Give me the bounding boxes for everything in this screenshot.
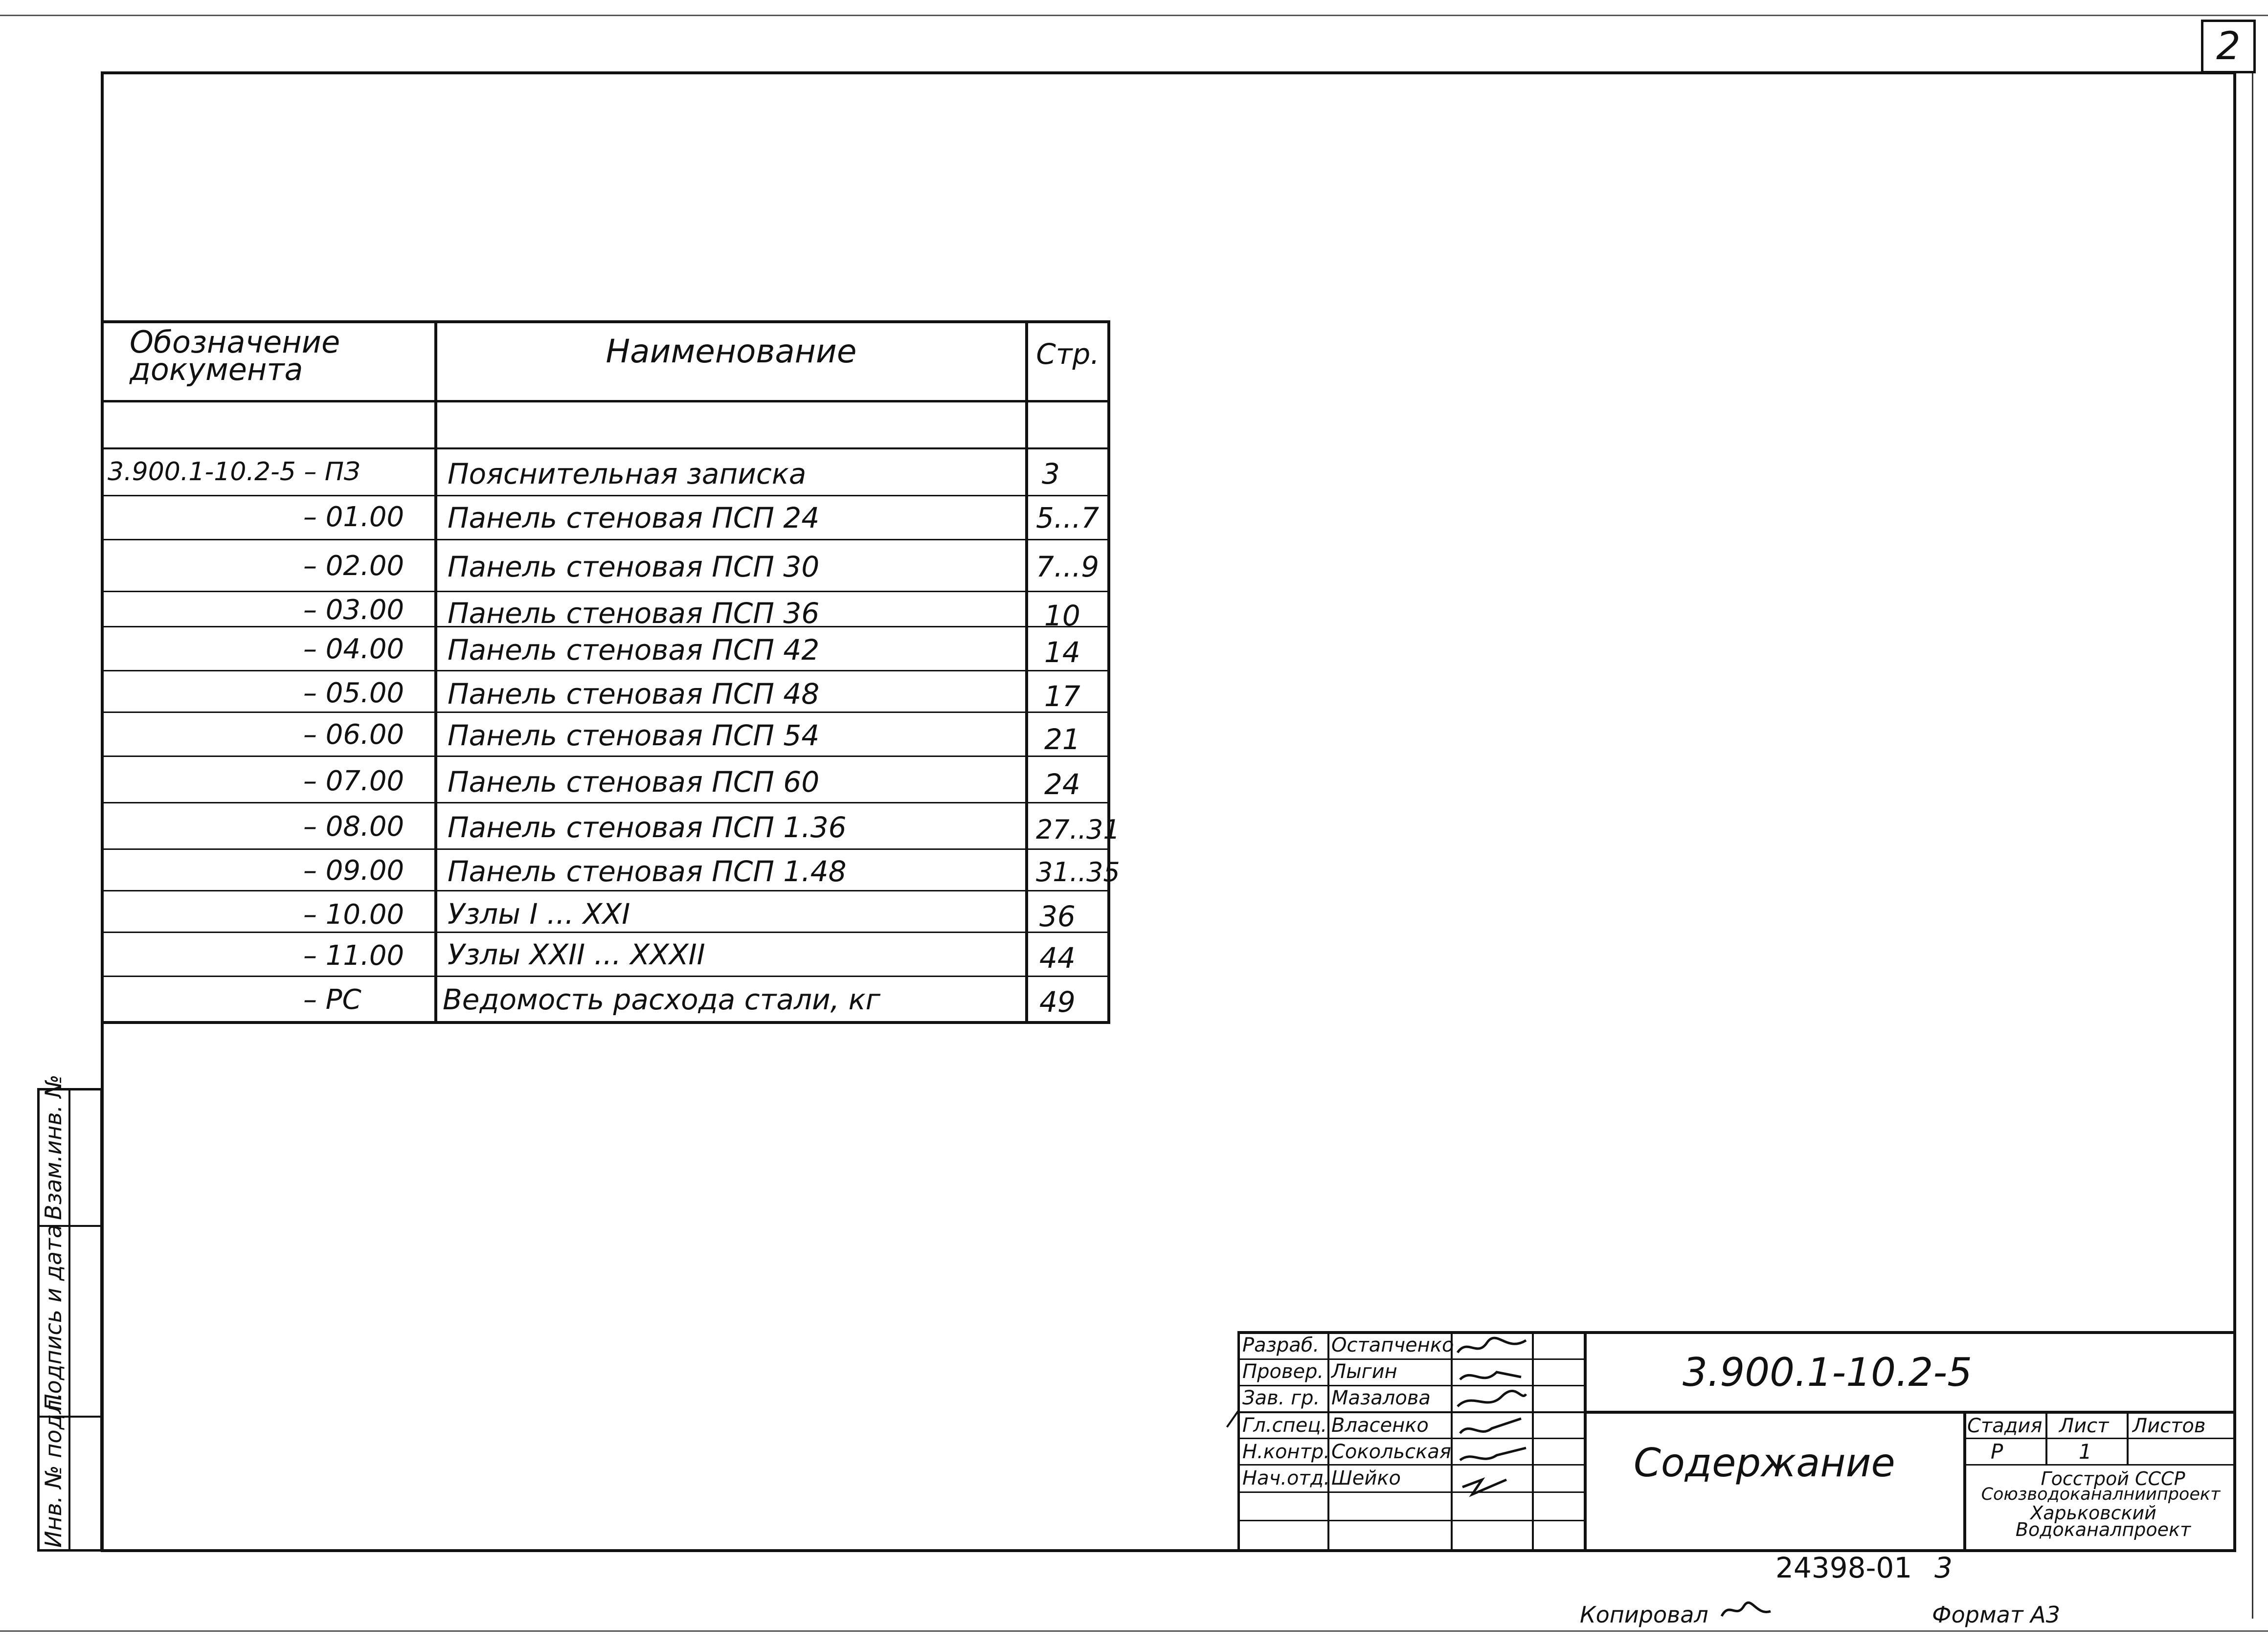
scan-edge-top: [0, 15, 2268, 16]
org-line: Водоканалпроект: [2015, 1519, 2191, 1540]
row-page: 24: [1044, 768, 1080, 801]
row-line: [101, 890, 1110, 891]
tb-role: Зав. гр.: [1242, 1387, 1320, 1409]
inventory-number: 24398-01: [1775, 1551, 1912, 1584]
row-page: 17: [1044, 680, 1080, 713]
table-col-sep-1: [434, 320, 437, 1023]
row-page: 10: [1044, 599, 1080, 632]
tb-role: Нач.отд.: [1242, 1467, 1330, 1489]
row-designation: – 10.00: [303, 899, 404, 931]
table-header-bottom: [101, 400, 1110, 402]
side-stamp-label: Подпись и дата: [40, 1224, 67, 1411]
row-name: Ведомость расхода стали, кг: [443, 983, 881, 1016]
row-line: [101, 756, 1110, 757]
row-line: [101, 670, 1110, 671]
row-designation: – 07.00: [303, 765, 404, 797]
row-line: [101, 495, 1110, 496]
stage-header: Стадия: [1967, 1415, 2043, 1437]
org-line: Госстрой СССР: [2041, 1468, 2185, 1489]
signature-image: [1453, 1333, 1531, 1519]
org-line: Союзводоканалниипроект: [1981, 1485, 2221, 1504]
tb-person: Шейко: [1331, 1467, 1401, 1489]
row-name: Панель стеновая ПСП 24: [448, 501, 820, 534]
tb-row: [1237, 1411, 1585, 1413]
side-stamp-col: [68, 1088, 70, 1552]
header-name: Наименование: [606, 333, 857, 370]
row-name: Пояснительная записка: [448, 457, 807, 490]
row-designation: – 09.00: [303, 855, 404, 887]
row-designation: – PC: [303, 984, 361, 1016]
tb-col: [1532, 1331, 1534, 1551]
tb-role: Провер.: [1242, 1360, 1324, 1383]
sheet-value: 1: [2079, 1440, 2092, 1464]
tb-col: [1584, 1331, 1587, 1551]
side-stamp-label: Инв. № подл.: [40, 1392, 67, 1548]
sheets-header: Листов: [2133, 1415, 2206, 1437]
row-designation: – 03.00: [303, 594, 404, 626]
row-designation: – 04.00: [303, 633, 404, 665]
row-name: Узлы I ... XXI: [448, 897, 630, 931]
inventory-suffix: 3: [1934, 1551, 1953, 1584]
tb-stage-row: [1963, 1464, 2236, 1466]
row-name: Панель стеновая ПСП 36: [448, 597, 820, 630]
tb-row: [1237, 1491, 1585, 1493]
row-page: 3: [1042, 457, 1060, 490]
table-right: [1107, 320, 1110, 1023]
row-name: Узлы XXII ... XXXII: [448, 938, 705, 971]
org-line: Харьковский: [2030, 1502, 2156, 1524]
tb-stage-col: [2127, 1411, 2129, 1466]
row-designation: – 05.00: [303, 677, 404, 709]
tb-person: Остапченко: [1331, 1334, 1454, 1356]
row-designation: 3.900.1-10.2-5 – ПЗ: [108, 457, 360, 487]
scan-edge-right: [2252, 73, 2253, 1619]
row-page: 44: [1039, 941, 1076, 975]
tb-row: [1237, 1438, 1585, 1439]
row-line: [101, 976, 1110, 977]
row-page: 31..35: [1036, 857, 1120, 888]
table-bottom: [101, 1021, 1110, 1024]
row-line: [101, 711, 1110, 713]
table-top: [101, 320, 1110, 323]
row-designation: – 06.00: [303, 719, 404, 751]
header-designation: Обозначение документа: [130, 324, 340, 387]
doc-title: Содержание: [1634, 1440, 1895, 1486]
tb-row: [1237, 1464, 1585, 1466]
row-line: [101, 539, 1110, 540]
row-designation: – 11.00: [303, 940, 404, 972]
tb-row: [1237, 1358, 1585, 1360]
row-name: Панель стеновая ПСП 1.36: [448, 811, 847, 844]
row-name: Панель стеновая ПСП 48: [448, 677, 820, 711]
copied-label: Копировал: [1580, 1601, 1708, 1628]
row-name: Панель стеновая ПСП 30: [448, 550, 820, 583]
tb-stage-row: [1963, 1438, 2236, 1439]
row-name: Панель стеновая ПСП 42: [448, 633, 820, 667]
tb-title-sep: [1963, 1411, 1966, 1550]
frame-bottom: [101, 1549, 2236, 1552]
row-line: [101, 848, 1110, 850]
tb-person: Лыгин: [1331, 1360, 1397, 1383]
row-designation: – 02.00: [303, 550, 404, 582]
row-page: 7...9: [1036, 550, 1100, 583]
tb-person: Власенко: [1331, 1414, 1429, 1437]
table-blank-row-bottom: [101, 447, 1110, 449]
tb-row: [1237, 1520, 1585, 1521]
frame-right: [2233, 71, 2236, 1552]
row-line: [101, 932, 1110, 933]
tb-person: Сокольская: [1331, 1441, 1451, 1463]
row-page: 21: [1044, 723, 1080, 756]
row-name: Панель стеновая ПСП 1.48: [448, 855, 847, 888]
tb-role: Гл.спец.: [1242, 1414, 1327, 1437]
doc-code: 3.900.1-10.2-5: [1683, 1350, 1973, 1395]
table-col-sep-2: [1025, 320, 1028, 1023]
side-stamp-label: Взам.инв. №: [40, 1074, 67, 1220]
row-page: 14: [1044, 636, 1080, 669]
scan-edge-bottom: [0, 1630, 2268, 1632]
frame-top: [101, 71, 2236, 74]
row-designation: – 01.00: [303, 501, 404, 533]
sheet-number: 2: [2216, 24, 2241, 68]
tb-person: Мазалова: [1331, 1387, 1431, 1409]
row-line: [101, 591, 1110, 592]
tb-stage-col: [2045, 1411, 2047, 1466]
tb-left: [1237, 1331, 1240, 1551]
sheet-header: Лист: [2059, 1415, 2109, 1437]
row-page: 36: [1039, 900, 1076, 933]
row-designation: – 08.00: [303, 811, 404, 843]
tb-code-bottom: [1584, 1411, 2236, 1414]
tb-row: [1237, 1385, 1585, 1386]
format-label: Формат А3: [1932, 1601, 2060, 1628]
tb-role: Разраб.: [1242, 1334, 1320, 1356]
row-page: 5...7: [1036, 501, 1100, 534]
row-page: 27..31: [1036, 814, 1120, 845]
row-page: 49: [1039, 985, 1076, 1019]
header-page: Стр.: [1036, 337, 1100, 371]
tb-role: Н.контр.: [1242, 1441, 1330, 1463]
row-line: [101, 802, 1110, 803]
copier-signature-image: [1717, 1597, 1775, 1626]
row-name: Панель стеновая ПСП 60: [448, 765, 820, 799]
row-name: Панель стеновая ПСП 54: [448, 719, 820, 752]
stage-value: Р: [1991, 1440, 2003, 1464]
